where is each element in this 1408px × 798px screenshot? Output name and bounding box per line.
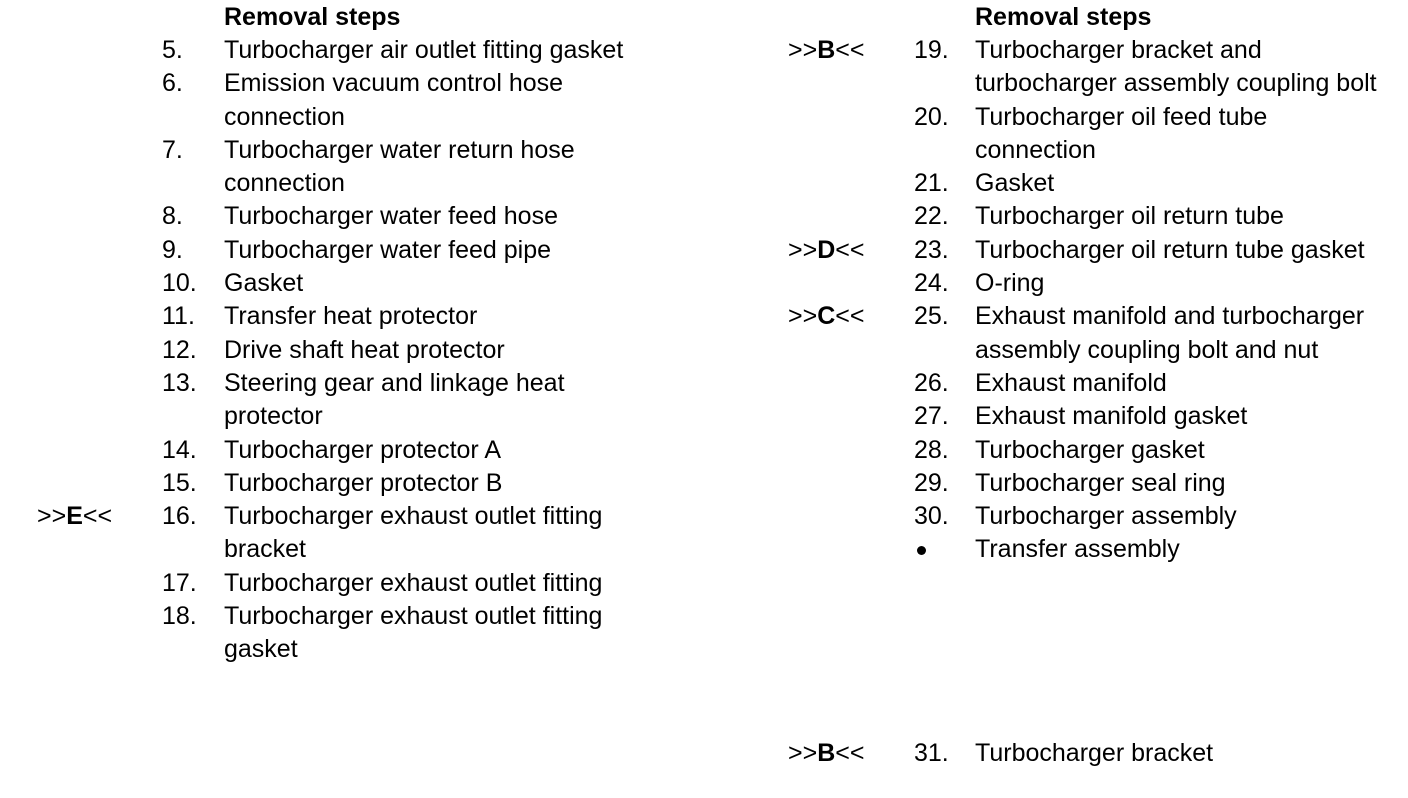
reference-mark: >>C<< <box>788 302 865 331</box>
step-text: Turbocharger water return hose connection <box>224 135 575 198</box>
step-number: 6. <box>162 69 183 98</box>
step-text: Exhaust manifold <box>975 368 1167 397</box>
step-text: Turbocharger bracket and turbocharger assembly coupling bolt <box>975 36 1377 98</box>
step-text: Turbocharger exhaust outlet fitting <box>224 568 603 597</box>
list-item <box>752 500 1408 533</box>
list-item <box>752 467 1408 500</box>
list-item <box>0 434 704 467</box>
list-item <box>0 567 704 600</box>
list-item <box>0 500 704 567</box>
reference-mark: >>D<< <box>788 235 865 264</box>
step-number: 11. <box>162 302 195 331</box>
bullet-icon <box>914 533 926 566</box>
list-item <box>752 434 1408 467</box>
list-item <box>0 600 704 667</box>
list-item <box>752 367 1408 400</box>
list-item <box>0 234 704 267</box>
step-number: 31. <box>914 739 949 767</box>
list-item <box>0 200 704 233</box>
list-item <box>752 101 1408 168</box>
step-text: Turbocharger air outlet fitting gasket <box>224 36 624 64</box>
step-text: Gasket <box>975 169 1055 198</box>
step-text: Transfer heat protector <box>224 302 478 331</box>
list-item <box>752 533 1408 566</box>
step-text: Turbocharger water feed pipe <box>224 235 552 264</box>
step-number: 27. <box>914 402 949 431</box>
step-number: 20. <box>914 102 949 131</box>
step-text: Transfer assembly <box>975 535 1180 564</box>
list-item <box>0 67 704 134</box>
step-number: 5. <box>162 36 183 64</box>
step-number: 14. <box>162 435 197 464</box>
step-text: Steering gear and linkage heat protector <box>224 368 565 431</box>
step-number: 21. <box>914 169 949 198</box>
step-number: 19. <box>914 36 949 64</box>
list-item <box>0 367 704 434</box>
reference-mark: >>B<< <box>788 36 865 64</box>
list-item <box>752 200 1408 233</box>
list-item <box>0 267 704 300</box>
step-text: Turbocharger protector B <box>224 468 503 497</box>
step-text: Turbocharger bracket <box>975 739 1214 767</box>
step-text: Turbocharger oil return tube gasket <box>975 235 1365 264</box>
list-item <box>752 400 1408 433</box>
list-item <box>0 334 704 367</box>
step-number: 10. <box>162 269 197 298</box>
list-item <box>752 234 1408 267</box>
step-text: Exhaust manifold gasket <box>975 402 1248 431</box>
step-text: Turbocharger gasket <box>975 435 1205 464</box>
step-text: Turbocharger oil feed tube connection <box>975 102 1268 164</box>
reference-mark: >>B<< <box>788 739 865 767</box>
list-item-last <box>752 737 1408 770</box>
step-text: Turbocharger exhaust outlet fitting gasket <box>224 602 603 664</box>
step-text: Drive shaft heat protector <box>224 335 505 364</box>
step-text: Gasket <box>224 269 304 298</box>
list-item <box>752 167 1408 200</box>
step-number: 13. <box>162 368 197 397</box>
left-removal-steps-list <box>0 34 704 667</box>
step-text: Turbocharger seal ring <box>975 468 1226 497</box>
step-text: Turbocharger exhaust outlet fitting bracket <box>224 502 603 564</box>
list-item <box>0 300 704 333</box>
step-number: 28. <box>914 435 949 464</box>
step-number: 24. <box>914 269 949 298</box>
step-number: 29. <box>914 468 949 497</box>
step-number: 30. <box>914 502 949 531</box>
step-number: 12. <box>162 335 197 364</box>
step-text: Turbocharger protector A <box>224 435 501 464</box>
step-number: 26. <box>914 368 949 397</box>
step-number: 18. <box>162 602 197 631</box>
step-number: 23. <box>914 235 949 264</box>
list-item <box>0 467 704 500</box>
step-text: Emission vacuum control hose connection <box>224 69 564 131</box>
right-removal-steps-list <box>752 34 1408 567</box>
step-number: 25. <box>914 302 949 331</box>
list-item <box>752 34 1408 101</box>
list-item <box>752 300 1408 367</box>
step-number: 8. <box>162 202 183 231</box>
step-number: 17. <box>162 568 197 597</box>
step-text: Exhaust manifold and turbocharger assembly coupling bolt and nut <box>975 302 1365 364</box>
step-text: Turbocharger water feed hose <box>224 202 558 231</box>
right-heading: Removal steps <box>975 3 1152 31</box>
step-number: 22. <box>914 202 949 231</box>
reference-mark: >>E<< <box>37 502 113 531</box>
left-heading: Removal steps <box>224 3 401 31</box>
step-number: 16. <box>162 502 197 531</box>
step-text: O-ring <box>975 269 1045 298</box>
list-item <box>0 34 704 67</box>
step-text: Turbocharger assembly <box>975 502 1237 531</box>
list-item <box>0 134 704 201</box>
step-number: 15. <box>162 468 197 497</box>
step-number: 9. <box>162 235 183 264</box>
list-item <box>752 267 1408 300</box>
step-number: 7. <box>162 135 183 164</box>
step-text: Turbocharger oil return tube <box>975 202 1284 231</box>
